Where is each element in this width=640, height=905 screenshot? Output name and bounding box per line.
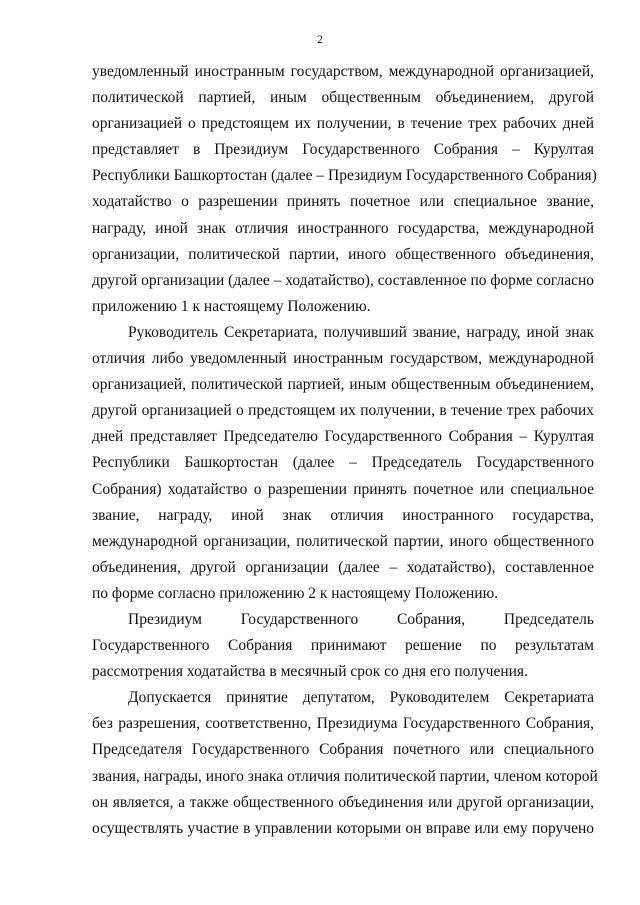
text-line: он является, а также общественного объединения или другой организации,	[92, 793, 594, 811]
text-line: рассмотрения ходатайства в месячный срок со дня его получения.	[92, 663, 528, 681]
text-line: осуществлять участие в управлении которыми он вправе или ему поручено	[92, 819, 594, 837]
text-line: Председателя Государственного Собрания почетного или специального	[92, 741, 594, 759]
text-line: Президиум Государственного Собрания, Председатель	[128, 610, 594, 628]
text-line: без разрешения, соответственно, Президиума Государственного Собрания,	[92, 715, 594, 733]
text-line: отличия либо уведомленный иностранным государством, международной	[92, 350, 594, 368]
text-line: международной организации, политической партии, иного общественного	[92, 532, 594, 550]
paragraph-4	[92, 685, 598, 842]
text-line: объединения, другой организации (далее – ходатайство), составленное	[92, 558, 594, 576]
text-line: организации, политической партии, иного общественного объединения,	[92, 245, 594, 263]
text-line: приложению 1 к настоящему Положению.	[92, 297, 371, 315]
text-line: Республики Башкортостан (далее – Президиум Государственного Собрания)	[92, 167, 597, 185]
text-line: представляет в Президиум Государственного Собрания – Курултая	[92, 141, 594, 159]
text-line: ходатайство о разрешении принять почетное или специальное звание,	[92, 193, 594, 211]
paragraph-3	[92, 607, 594, 685]
text-line: другой организацией о предстоящем их получении, в течение трех рабочих	[92, 402, 594, 420]
text-line: Собрания) ходатайство о разрешении принять почетное или специальное	[92, 480, 594, 498]
text-line: Руководитель Секретариата, получивший звание, награду, иной знак	[128, 323, 594, 341]
text-line: звание, награду, иной знак отличия иностранного государства,	[92, 506, 594, 524]
document-body	[92, 59, 598, 842]
page-number: 2	[317, 32, 323, 46]
text-line: звания, награды, иного знака отличия политической партии, членом которой	[92, 767, 598, 785]
text-line: организацией, политической партией, иным общественным объединением,	[92, 376, 594, 394]
text-line: Государственного Собрания принимают решение по результатам	[92, 637, 594, 655]
text-line: награду, иной знак отличия иностранного государства, международной	[92, 219, 594, 237]
text-line: Допускается принятие депутатом, Руководителем Секретариата	[128, 689, 594, 707]
text-line: по форме согласно приложению 2 к настоящему Положению.	[92, 584, 499, 602]
paragraph-1	[92, 59, 597, 320]
text-line: политической партией, иным общественным объединением, другой	[92, 89, 594, 107]
text-line: организацией о предстоящем их получении, в течение трех рабочих дней	[92, 115, 594, 133]
text-line: Республики Башкортостан (далее – Председатель Государственного	[92, 454, 594, 472]
text-line: уведомленный иностранным государством, международной организацией,	[92, 63, 594, 80]
text-line: другой организации (далее – ходатайство), составленное по форме согласно	[92, 271, 594, 289]
text-line: дней представляет Председателю Государственного Собрания – Курултая	[92, 428, 594, 446]
paragraph-2	[92, 320, 594, 607]
